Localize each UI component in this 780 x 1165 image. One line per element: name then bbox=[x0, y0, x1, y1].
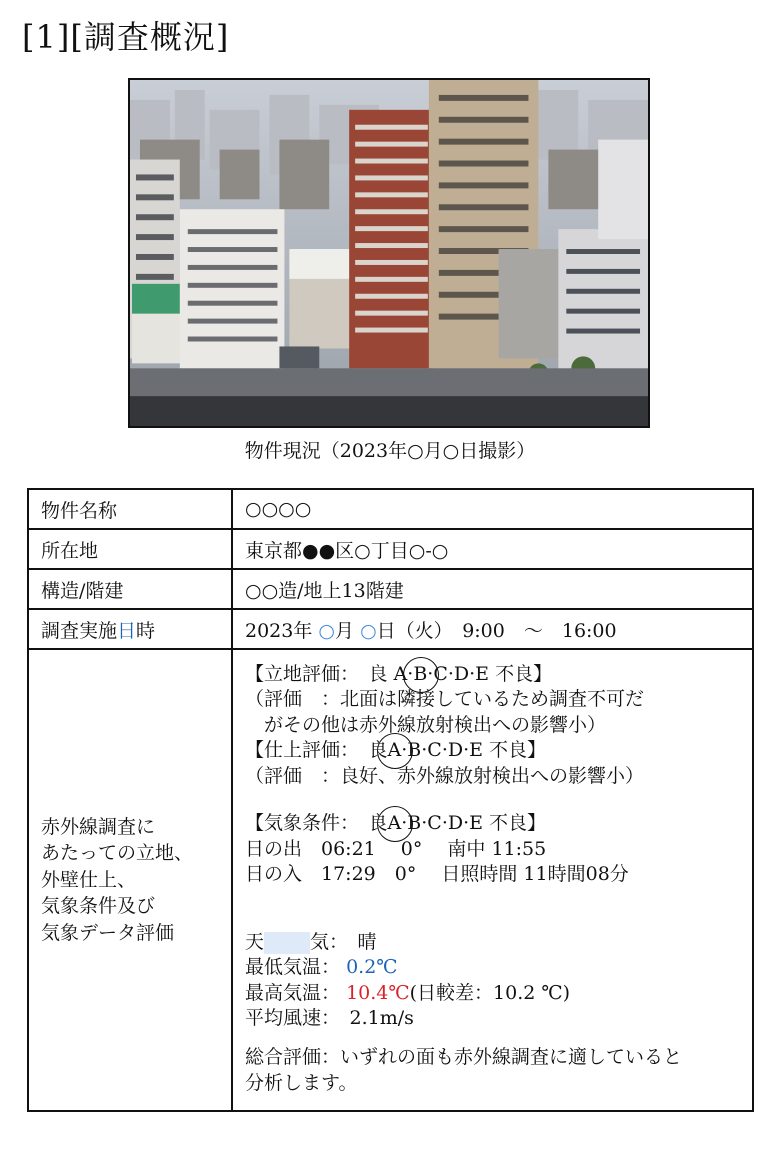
photo-caption: 物件現況（2023年○月○日撮影） bbox=[244, 440, 536, 462]
address-label: 所在地 bbox=[28, 529, 232, 569]
weather-rating-suffix: ·B·C·D·E 不良】 bbox=[401, 812, 547, 835]
address-value: 東京都●●区○丁目○-○ bbox=[232, 529, 753, 569]
table-row bbox=[28, 489, 753, 529]
evaluation-label-line: あたっての立地、 bbox=[41, 842, 194, 865]
page-title: [1][調査概況] bbox=[22, 18, 230, 56]
site-rating-suffix: ·C·D·E 不良】 bbox=[427, 663, 553, 685]
table-row bbox=[28, 649, 753, 1111]
highlight-gap bbox=[264, 932, 310, 954]
survey-year: 2023年 bbox=[245, 619, 313, 642]
min-temp-label: 最低気温： bbox=[245, 956, 341, 979]
structure-value: ○○造/地上13階建 bbox=[232, 569, 753, 609]
site-note: がその他は赤外線放射検出への影響小） bbox=[245, 713, 607, 736]
table-row bbox=[28, 609, 753, 649]
site-rating-mark: B bbox=[413, 662, 427, 687]
table-row bbox=[28, 529, 753, 569]
weather-info bbox=[245, 930, 740, 955]
site-rating-prefix: 【立地評価： 良 A· bbox=[245, 663, 414, 685]
survey-month: 月 bbox=[335, 619, 355, 642]
finish-note: （評価 ：良好、赤外線放射検出への影響小） bbox=[245, 764, 645, 787]
site-rating bbox=[245, 662, 740, 687]
site-note: （評価 ：北面は隣接しているため調査不可だ bbox=[245, 688, 645, 711]
summary: 分析します。 bbox=[245, 1071, 358, 1094]
building-photo-image bbox=[130, 80, 648, 426]
temp-range-note: (日較差：10.2 ℃) bbox=[409, 981, 571, 1004]
evaluation-label-line: 気象データ評価 bbox=[41, 922, 175, 945]
table-row bbox=[28, 569, 753, 609]
weather-label-a: 天 bbox=[245, 930, 265, 953]
evaluation-label bbox=[28, 649, 232, 1111]
weather-rating-mark: A bbox=[388, 811, 402, 836]
evaluation-label-line: 外壁仕上、 bbox=[41, 868, 137, 891]
finish-rating-suffix: ·B·C·D·E 不良】 bbox=[401, 739, 547, 762]
weather-rating-prefix: 【気象条件： 良 bbox=[245, 812, 388, 835]
property-name-value: ○○○○ bbox=[232, 489, 753, 529]
weather-label-b: 気： 晴 bbox=[310, 930, 377, 953]
min-temp-value: 0.2℃ bbox=[346, 956, 398, 979]
summary: 総合評価：いずれの面も赤外線調査に適していると bbox=[245, 1046, 683, 1069]
survey-time: 9:00 ～ 16:00 bbox=[462, 619, 617, 642]
weather-rating bbox=[245, 811, 740, 836]
max-temp-label: 最高気温： bbox=[245, 981, 341, 1004]
max-temp bbox=[245, 981, 740, 1006]
sunrise-info: 日の出 06:21 0° 南中 11:55 bbox=[245, 837, 547, 860]
survey-datetime-value bbox=[232, 609, 753, 649]
max-temp-value: 10.4℃ bbox=[346, 981, 410, 1004]
evaluation-label-line: 赤外線調査に bbox=[41, 815, 156, 838]
property-name-label: 物件名称 bbox=[28, 489, 232, 529]
day-placeholder: ○ bbox=[360, 619, 377, 642]
month-placeholder: ○ bbox=[318, 619, 335, 642]
finish-rating-prefix: 【仕上評価： 良 bbox=[245, 739, 388, 762]
sunset-info: 日の入 17:29 0° 日照時間 11時間08分 bbox=[245, 863, 629, 886]
survey-label-post: 時 bbox=[136, 619, 156, 642]
survey-day: 日（火） bbox=[376, 619, 444, 642]
survey-datetime-label bbox=[28, 609, 232, 649]
min-temp bbox=[245, 955, 740, 980]
survey-overview-table bbox=[27, 488, 754, 1112]
property-photo bbox=[128, 78, 650, 428]
survey-label-pre: 調査実施 bbox=[41, 619, 118, 642]
survey-label-highlight: 日 bbox=[117, 619, 137, 642]
finish-rating bbox=[245, 738, 740, 763]
wind-speed: 平均風速： 2.1m/s bbox=[245, 1006, 414, 1029]
finish-rating-mark: A bbox=[388, 738, 402, 763]
evaluation-label-line: 気象条件及び bbox=[41, 895, 156, 918]
evaluation-value bbox=[232, 649, 753, 1111]
structure-label: 構造/階建 bbox=[28, 569, 232, 609]
